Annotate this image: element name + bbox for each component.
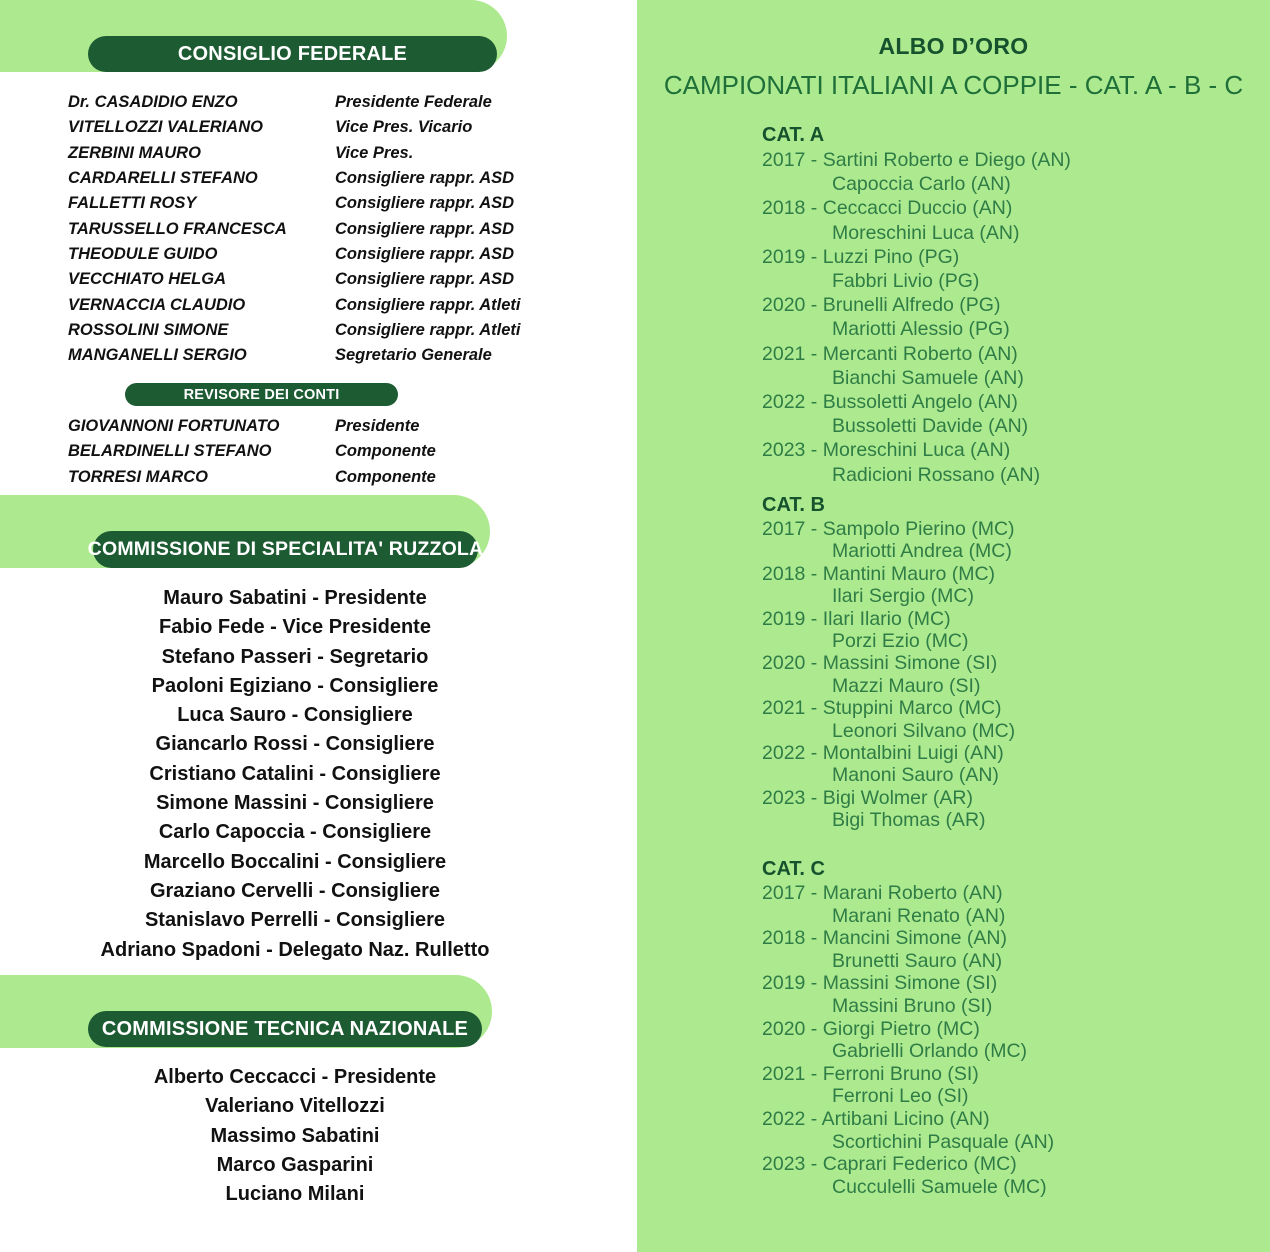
table-row bbox=[68, 267, 608, 292]
entry-year: 2020 bbox=[762, 294, 806, 317]
entry-separator: - bbox=[805, 927, 823, 950]
member-role: Consigliere rappr. ASD bbox=[335, 194, 515, 213]
member-name: BELARDINELLI STEFANO bbox=[68, 442, 272, 461]
entry-line1 bbox=[762, 1018, 1054, 1041]
entry-winner1: Bussoletti Angelo (AN) bbox=[822, 391, 1018, 414]
member-name: TARUSSELLO FRANCESCA bbox=[68, 219, 287, 238]
category-cat-c bbox=[762, 858, 1054, 1198]
list-item: Stefano Passeri - Segretario bbox=[161, 645, 429, 668]
tecnica-title: COMMISSIONE TECNICA NAZIONALE bbox=[101, 1017, 469, 1040]
category-heading: CAT. A bbox=[762, 124, 825, 146]
member-name: THEODULE GUIDO bbox=[68, 244, 218, 263]
entry-winner1: Mancini Simone (AN) bbox=[822, 927, 1007, 950]
entry-year: 2020 bbox=[762, 652, 806, 675]
member-role: Presidente Federale bbox=[335, 93, 492, 112]
member-name: FALLETTI ROSY bbox=[68, 194, 197, 213]
list-item: Luciano Milani bbox=[225, 1183, 365, 1206]
entry-separator: - bbox=[805, 197, 823, 220]
entry-line1 bbox=[762, 608, 1015, 630]
table-row bbox=[68, 242, 608, 267]
entry-winner1: Massini Simone (SI) bbox=[822, 652, 998, 675]
list-item: Adriano Spadoni - Delegato Naz. Rulletto bbox=[100, 938, 490, 961]
entry-line1 bbox=[762, 245, 1071, 269]
entry-year: 2021 bbox=[762, 697, 806, 720]
entry-line1 bbox=[762, 148, 1071, 172]
entry-year: 2022 bbox=[762, 391, 806, 414]
entry-winner2: Capoccia Carlo (AN) bbox=[832, 173, 1011, 196]
entry-separator: - bbox=[805, 562, 823, 585]
entry-winner2: Massini Bruno (SI) bbox=[832, 994, 993, 1017]
member-name: ROSSOLINI SIMONE bbox=[68, 320, 229, 339]
list-item: Massimo Sabatini bbox=[210, 1124, 380, 1147]
entry-line1 bbox=[762, 390, 1071, 414]
entry-year: 2022 bbox=[762, 1107, 806, 1130]
entry-line1 bbox=[762, 1108, 1054, 1131]
entry-winner2: Mariotti Alessio (PG) bbox=[832, 318, 1010, 341]
entry-separator: - bbox=[805, 742, 823, 765]
entry-winner2: Cucculelli Samuele (MC) bbox=[832, 1175, 1047, 1198]
entry-separator: - bbox=[805, 1153, 823, 1176]
revisore-member-table bbox=[68, 414, 608, 490]
entry-line1 bbox=[762, 787, 1015, 809]
entry-separator: - bbox=[805, 391, 823, 414]
consiglio-title-pill bbox=[88, 36, 497, 72]
entry-winner1: Mercanti Roberto (AN) bbox=[822, 342, 1018, 365]
page-title: ALBO D’ORO bbox=[878, 33, 1029, 59]
entry-winner2: Bigi Thomas (AR) bbox=[832, 809, 986, 832]
entry-winner2: Bussoletti Davide (AN) bbox=[832, 415, 1029, 438]
entry-winner1: Giorgi Pietro (MC) bbox=[822, 1017, 980, 1040]
entry-winner1: Marani Roberto (AN) bbox=[822, 882, 1003, 904]
table-row bbox=[68, 292, 608, 317]
entry-separator: - bbox=[805, 294, 823, 317]
entry-winner1: Stuppini Marco (MC) bbox=[822, 697, 1002, 720]
list-item: Giancarlo Rossi - Consigliere bbox=[155, 733, 435, 756]
list-item: Stanislavo Perrelli - Consigliere bbox=[144, 909, 446, 932]
entry-year: 2018 bbox=[762, 197, 806, 220]
category-heading: CAT. C bbox=[762, 858, 825, 880]
list-item: Carlo Capoccia - Consigliere bbox=[158, 821, 432, 844]
entry-line1 bbox=[762, 563, 1015, 585]
table-row bbox=[68, 318, 608, 343]
list-item: Graziano Cervelli - Consigliere bbox=[149, 879, 441, 902]
entry-winner1: Mantini Mauro (MC) bbox=[822, 562, 996, 585]
entry-winner1: Ilari Ilario (MC) bbox=[822, 607, 951, 630]
entry-year: 2023 bbox=[762, 439, 806, 462]
member-name: VERNACCIA CLAUDIO bbox=[68, 295, 246, 314]
list-item: Marco Gasparini bbox=[216, 1153, 374, 1176]
entry-line1 bbox=[762, 1153, 1054, 1176]
category-cat-b bbox=[762, 494, 1015, 832]
category-cat-a bbox=[762, 124, 1071, 487]
entry-winner2: Scortichini Pasquale (AN) bbox=[832, 1130, 1055, 1153]
member-name: ZERBINI MAURO bbox=[68, 143, 201, 162]
entry-winner1: Sartini Roberto e Diego (AN) bbox=[822, 149, 1071, 171]
entry-winner1: Brunelli Alfredo (PG) bbox=[822, 294, 1001, 317]
entry-winner1: Bigi Wolmer (AR) bbox=[822, 786, 973, 809]
entry-separator: - bbox=[805, 652, 823, 675]
entry-year: 2023 bbox=[762, 786, 806, 809]
entry-line1 bbox=[762, 972, 1054, 995]
list-item: Cristiano Catalini - Consigliere bbox=[149, 762, 441, 785]
table-row bbox=[68, 115, 608, 140]
list-item: Valeriano Vitellozzi bbox=[205, 1095, 385, 1118]
entry-year: 2019 bbox=[762, 245, 806, 268]
entry-line1 bbox=[762, 742, 1015, 764]
entry-year: 2019 bbox=[762, 607, 806, 630]
entry-year: 2017 bbox=[762, 149, 806, 171]
table-row bbox=[68, 166, 608, 191]
member-role: Consigliere rappr. ASD bbox=[335, 244, 515, 263]
entry-line1 bbox=[762, 293, 1071, 317]
list-item: Fabio Fede - Vice Presidente bbox=[159, 616, 431, 639]
entry-winner2: Bianchi Samuele (AN) bbox=[832, 366, 1024, 389]
entry-winner2: Brunetti Sauro (AN) bbox=[832, 949, 1003, 972]
list-item: Mauro Sabatini - Presidente bbox=[163, 587, 427, 609]
member-role: Consigliere rappr. ASD bbox=[335, 169, 515, 188]
entry-winner2: Ilari Sergio (MC) bbox=[832, 585, 974, 608]
entry-separator: - bbox=[805, 972, 823, 995]
entry-separator: - bbox=[805, 245, 823, 268]
member-name: VECCHIATO HELGA bbox=[68, 270, 226, 289]
tecnica-title-pill bbox=[88, 1011, 482, 1047]
entry-line1 bbox=[762, 518, 1015, 540]
table-row bbox=[68, 216, 608, 241]
entry-separator: - bbox=[805, 786, 823, 809]
member-name: VITELLOZZI VALERIANO bbox=[68, 118, 263, 137]
entry-winner1: Montalbini Luigi (AN) bbox=[822, 742, 1004, 765]
entry-separator: - bbox=[805, 882, 823, 904]
entry-separator: - bbox=[805, 518, 823, 540]
category-heading: CAT. B bbox=[762, 494, 825, 516]
entry-year: 2022 bbox=[762, 742, 806, 765]
entry-year: 2023 bbox=[762, 1153, 806, 1176]
entry-winner1: Ferroni Bruno (SI) bbox=[822, 1062, 979, 1085]
entry-winner2: Marani Renato (AN) bbox=[832, 904, 1006, 927]
table-row bbox=[68, 439, 608, 464]
member-role: Vice Pres. bbox=[335, 143, 414, 162]
entry-year: 2021 bbox=[762, 342, 806, 365]
list-item: Marcello Boccalini - Consigliere bbox=[143, 850, 447, 873]
entry-year: 2019 bbox=[762, 972, 806, 995]
member-name: MANGANELLI SERGIO bbox=[68, 346, 247, 365]
albo-doro-panel bbox=[637, 0, 1270, 1252]
entry-winner2: Mariotti Andrea (MC) bbox=[832, 540, 1012, 563]
table-row bbox=[68, 90, 608, 115]
entry-year: 2018 bbox=[762, 562, 806, 585]
list-item: Simone Massini - Consigliere bbox=[156, 792, 434, 815]
entry-winner1: Caprari Federico (MC) bbox=[822, 1153, 1017, 1176]
entry-winner1: Sampolo Pierino (MC) bbox=[822, 518, 1015, 540]
entry-winner2: Moreschini Luca (AN) bbox=[832, 221, 1020, 244]
entry-winner1: Artibani Licino (AN) bbox=[821, 1107, 990, 1130]
member-role: Presidente bbox=[335, 417, 420, 436]
consiglio-title: CONSIGLIO FEDERALE bbox=[177, 42, 408, 65]
entry-year: 2017 bbox=[762, 518, 806, 540]
member-role: Componente bbox=[335, 467, 436, 486]
entry-winner2: Mazzi Mauro (SI) bbox=[832, 674, 981, 697]
entry-winner2: Leonori Silvano (MC) bbox=[832, 719, 1016, 742]
entry-line1 bbox=[762, 697, 1015, 719]
member-role: Segretario Generale bbox=[335, 346, 492, 365]
entry-separator: - bbox=[805, 1017, 823, 1040]
member-role: Componente bbox=[335, 442, 436, 461]
entry-separator: - bbox=[805, 342, 823, 365]
member-role: Consigliere rappr. Atleti bbox=[335, 320, 521, 339]
table-row bbox=[68, 414, 608, 439]
entry-year: 2021 bbox=[762, 1062, 806, 1085]
entry-line1 bbox=[762, 882, 1054, 905]
entry-winner1: Moreschini Luca (AN) bbox=[822, 439, 1011, 462]
revisore-title: REVISORE DEI CONTI bbox=[183, 386, 340, 403]
entry-winner1: Massini Simone (SI) bbox=[822, 972, 998, 995]
entry-year: 2018 bbox=[762, 927, 806, 950]
consiglio-member-table bbox=[68, 90, 608, 368]
entry-line1 bbox=[762, 342, 1071, 366]
entry-winner2: Manoni Sauro (AN) bbox=[832, 764, 999, 787]
entry-separator: - bbox=[805, 607, 823, 630]
entry-separator: - bbox=[805, 697, 823, 720]
member-name: TORRESI MARCO bbox=[68, 467, 208, 486]
list-item: Luca Sauro - Consigliere bbox=[177, 704, 413, 727]
entry-winner2: Ferroni Leo (SI) bbox=[832, 1085, 969, 1108]
table-row bbox=[68, 141, 608, 166]
ruzzola-title-pill bbox=[87, 531, 484, 568]
list-item: Paoloni Egiziano - Consigliere bbox=[151, 674, 439, 697]
entry-separator: - bbox=[805, 1062, 823, 1085]
entry-winner2: Radicioni Rossano (AN) bbox=[832, 463, 1041, 486]
page-subtitle: CAMPIONATI ITALIANI A COPPIE - CAT. A - B - C bbox=[663, 70, 1244, 100]
entry-winner2: Porzi Ezio (MC) bbox=[832, 630, 969, 653]
member-role: Consigliere rappr. ASD bbox=[335, 219, 515, 238]
entry-line1 bbox=[762, 652, 1015, 674]
ruzzola-member-list bbox=[0, 584, 590, 965]
entry-winner1: Luzzi Pino (PG) bbox=[822, 245, 960, 268]
entry-winner2: Gabrielli Orlando (MC) bbox=[832, 1040, 1028, 1063]
revisore-title-pill bbox=[125, 383, 398, 406]
entry-separator: - bbox=[805, 1107, 822, 1130]
entry-separator: - bbox=[805, 439, 823, 462]
member-name: CARDARELLI STEFANO bbox=[68, 169, 258, 188]
list-item: Alberto Ceccacci - Presidente bbox=[153, 1066, 437, 1088]
tecnica-member-list bbox=[0, 1063, 590, 1209]
member-name: Dr. CASADIDIO ENZO bbox=[68, 93, 238, 112]
entry-year: 2017 bbox=[762, 882, 806, 904]
member-role: Consigliere rappr. ASD bbox=[335, 270, 515, 289]
entry-line1 bbox=[762, 1063, 1054, 1086]
member-role: Vice Pres. Vicario bbox=[335, 118, 473, 137]
entry-line1 bbox=[762, 438, 1071, 462]
table-row bbox=[68, 191, 608, 216]
entry-line1 bbox=[762, 196, 1071, 220]
entry-year: 2020 bbox=[762, 1017, 806, 1040]
member-name: GIOVANNONI FORTUNATO bbox=[68, 417, 280, 436]
ruzzola-title: COMMISSIONE DI SPECIALITA' RUZZOLA bbox=[87, 538, 484, 560]
table-row bbox=[68, 343, 608, 368]
entry-line1 bbox=[762, 927, 1054, 950]
entry-winner1: Ceccacci Duccio (AN) bbox=[822, 197, 1013, 220]
member-role: Consigliere rappr. Atleti bbox=[335, 295, 521, 314]
table-row bbox=[68, 465, 608, 490]
entry-winner2: Fabbri Livio (PG) bbox=[832, 270, 980, 293]
entry-separator: - bbox=[805, 149, 823, 171]
